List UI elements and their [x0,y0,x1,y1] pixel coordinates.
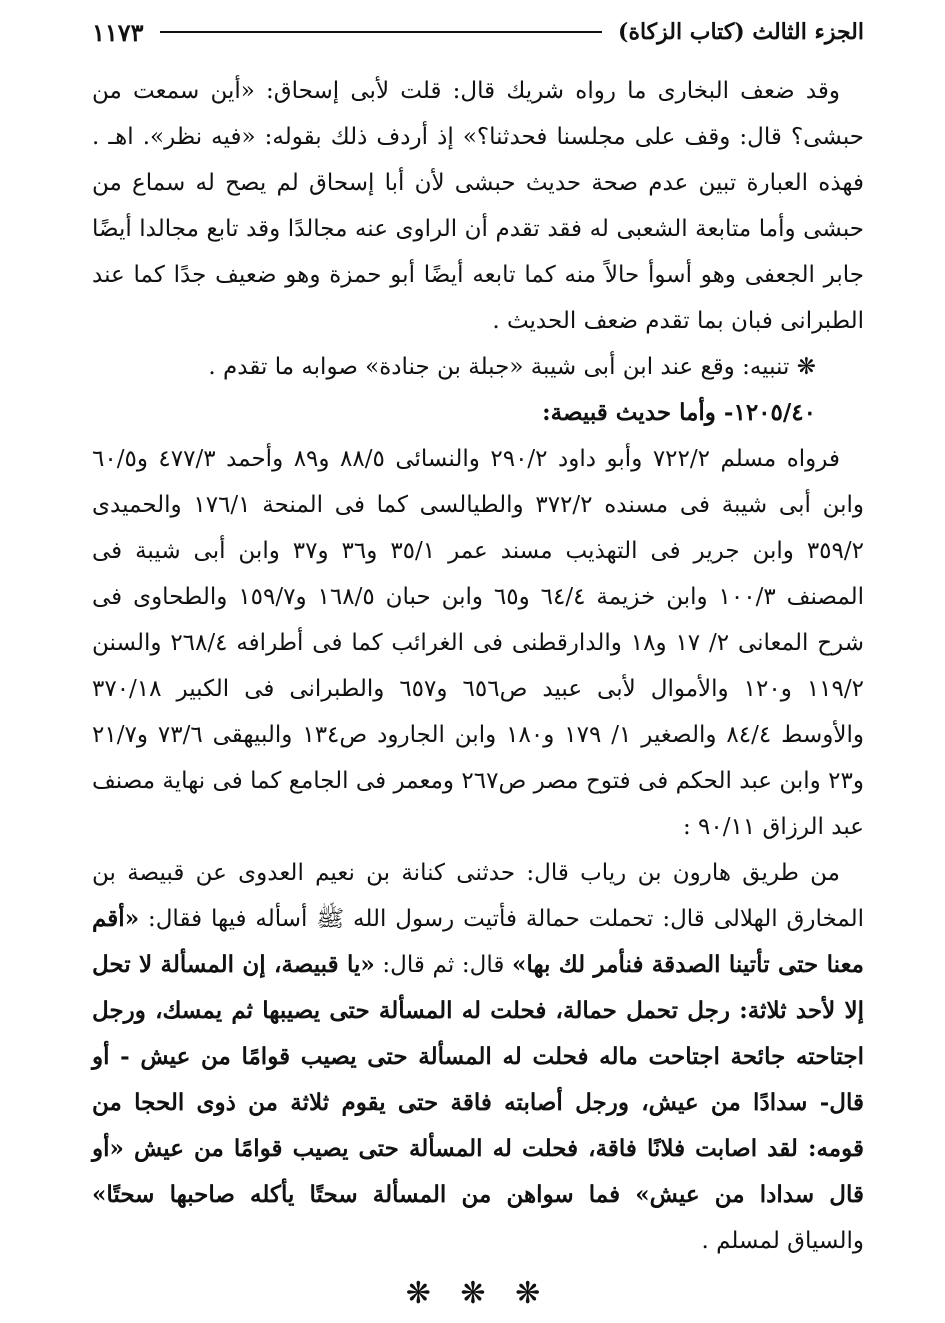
page-header [92,12,864,52]
page-body [92,68,864,1314]
closing-remark: والسياق لمسلم . [701,1228,864,1254]
hadith-quote-main: «يا قبيصة، إن المسألة لا تحل إلا لأحد ثلاثة: رجل تحمل حمالة، فحلت له المسألة حتى يصيبها ثم يمسك، ورجل اجتاحته جائحة اجتاحت ماله فحلت له المسألة حتى يصيب قوامًا من عيش - أو قال- سدادًا من عيش، ورجل أصابته فاقة حتى يقوم ثلاثة من ذوى الحجا من قومه: لقد اصابت فلانًا فاقة، فحلت له المسألة حتى يصيب قوامًا من عيش «أو قال سدادا من عيش» فما سواهن من المسألة سحتًا يأكله صاحبها سحتًا» [92,951,864,1208]
hadith-quote-first: «أقم معنا حتى تأتينا الصدقة فنأمر لك بها» [92,905,864,978]
running-title: الجزء الثالث (كتاب الزكاة) [618,19,864,45]
paragraph-references: فرواه مسلم ٧٢٢/٢ وأبو داود ٢٩٠/٢ والنسائى ٨٨/٥ و٨٩ وأحمد ٤٧٧/٣ و٦٠/٥ وابن أبى شيبة فى مسنده ٣٧٢/٢ والطيالسى كما فى المنحة ١٧٦/١ والحميدى ٣٥٩/٢ وابن جرير فى التهذيب مسند عمر ٣٥/١ و٣٦ و٣٧ وابن أبى شيبة فى المصنف ١٠٠/٣ وابن خزيمة ٦٤/٤ و٦٥ وابن حبان ١٦٨/٥ و١٥٩/٧ والطحاوى فى شرح المعانى ٢/ ١٧ و١٨ والدارقطنى فى الغرائب كما فى أطرافه ٢٦٨/٤ والسنن ١١٩/٢ و١٢٠ والأموال لأبى عبيد ص٦٥٦ و٦٥٧ والطبرانى فى الكبير ٣٧٠/١٨ والأوسط ٨٤/٤ والصغير ١/ ١٧٩ و١٨٠ وابن الجارود ص١٣٤ والبيهقى ٧٣/٦ و٢١/٧ و٢٣ وابن عبد الحكم فى فتوح مصر ص٢٦٧ ومعمر فى الجامع كما فى نهاية مصنف عبد الرزاق ٩٠/١١ : [92,446,865,840]
isnad-continuation: قال: ثم قال: [374,952,513,978]
header-rule [160,31,602,33]
section-end-ornament: ❋ ❋ ❋ [405,1276,551,1311]
section-heading: ١٢٠٥/٤٠- وأما حديث قبيصة: [542,399,816,426]
isnad-text: من طريق هارون بن رياب قال: حدثنى كنانة بن نعيم العدوى عن قبيصة بن المخارق الهلالى قال: تحملت حمالة فأتيت رسول الله ﷺ أسأله فيها فقال: [92,860,864,932]
page-number: ١١٧٣ [92,17,144,47]
paragraph-discussion: وقد ضعف البخارى ما رواه شريك قال: قلت لأبى إسحاق: «أين سمعت من حبشى؟ قال: وقف على مجلسنا فحدثنا؟» إذ أردف ذلك بقوله: «فيه نظر». اهـ . فهذه العبارة تبين عدم صحة حديث حبشى لأن أبا إسحاق لم يصح له سماع من حبشى وأما متابعة الشعبى له فقد تقدم أن الراوى عنه مجالدًا وقد تابع مجالدا أيضًا جابر الجعفى وهو أسوأ حالاً منه كما تابعه أيضًا أبو حمزة وهو ضعيف جدًا كما عند الطبرانى فبان بما تقدم ضعف الحديث . [92,78,864,334]
book-page [92,12,864,1314]
note-tanbih: ❋ تنبيه: وقع عند ابن أبى شيبة «جبلة بن جنادة» صوابه ما تقدم . [208,354,816,380]
paragraph-hadith [92,850,864,1264]
